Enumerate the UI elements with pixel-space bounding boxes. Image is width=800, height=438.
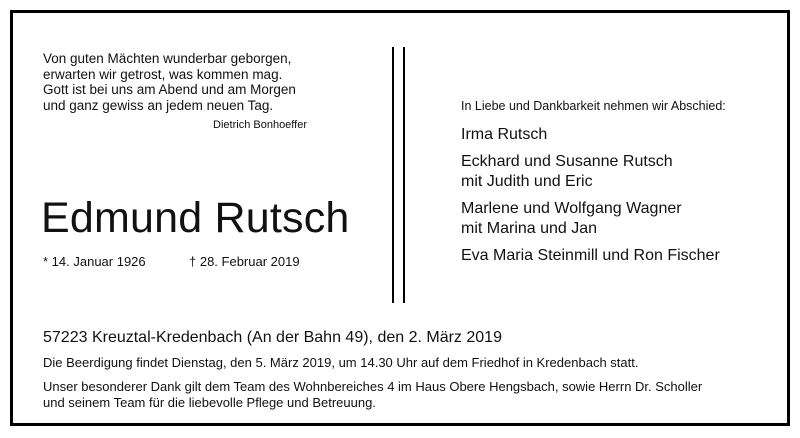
farewell-intro: In Liebe und Dankbarkeit nehmen wir Abschied: — [461, 99, 726, 113]
bonhoeffer-poem — [43, 51, 323, 113]
poem-line: und ganz gewiss an jedem neuen Tag. — [43, 97, 274, 113]
mourner-line: mit Judith und Eric — [461, 173, 593, 190]
acknowledgement-line: und seinem Team für die liebevolle Pflege und Betreuung. — [43, 394, 376, 410]
place-and-date: 57223 Kreuztal-Kredenbach (An der Bahn 49), den 2. März 2019 — [43, 329, 502, 346]
mourner-line: Eva Maria Steinmill und Ron Fischer — [461, 247, 720, 264]
divider-rule-right — [403, 47, 405, 303]
mourner-entry — [461, 246, 781, 266]
death-date: † 28. Februar 2019 — [189, 254, 300, 269]
mourner-entry — [461, 125, 781, 145]
mourner-entry — [461, 199, 781, 239]
poem-line: Von guten Mächten wunderbar geborgen, — [43, 51, 292, 66]
acknowledgement — [43, 379, 783, 410]
poem-line: Gott ist bei uns am Abend und am Morgen — [43, 82, 296, 97]
mourner-line: Marlene und Wolfgang Wagner — [461, 200, 682, 217]
divider-rule-left — [392, 47, 394, 303]
mourner-line: Irma Rutsch — [461, 126, 548, 143]
mourner-entry — [461, 152, 781, 192]
mourners-list — [461, 125, 781, 273]
deceased-name: Edmund Rutsch — [41, 194, 350, 242]
poem-line: erwarten wir getrost, was kommen mag. — [43, 66, 283, 82]
poem-author: Dietrich Bonhoeffer — [213, 119, 307, 131]
acknowledgement-line: Unser besonderer Dank gilt dem Team des Wohnbereiches 4 im Haus Obere Hengsbach, sowie Herrn Dr. Scholler — [43, 379, 703, 394]
obituary-notice — [10, 10, 790, 426]
funeral-info: Die Beerdigung findet Dienstag, den 5. März 2019, um 14.30 Uhr auf dem Friedhof in Kredenbach statt. — [43, 355, 639, 370]
birth-date: * 14. Januar 1926 — [43, 254, 146, 269]
mourner-line: Eckhard und Susanne Rutsch — [461, 153, 673, 170]
mourner-line: mit Marina und Jan — [461, 220, 598, 237]
